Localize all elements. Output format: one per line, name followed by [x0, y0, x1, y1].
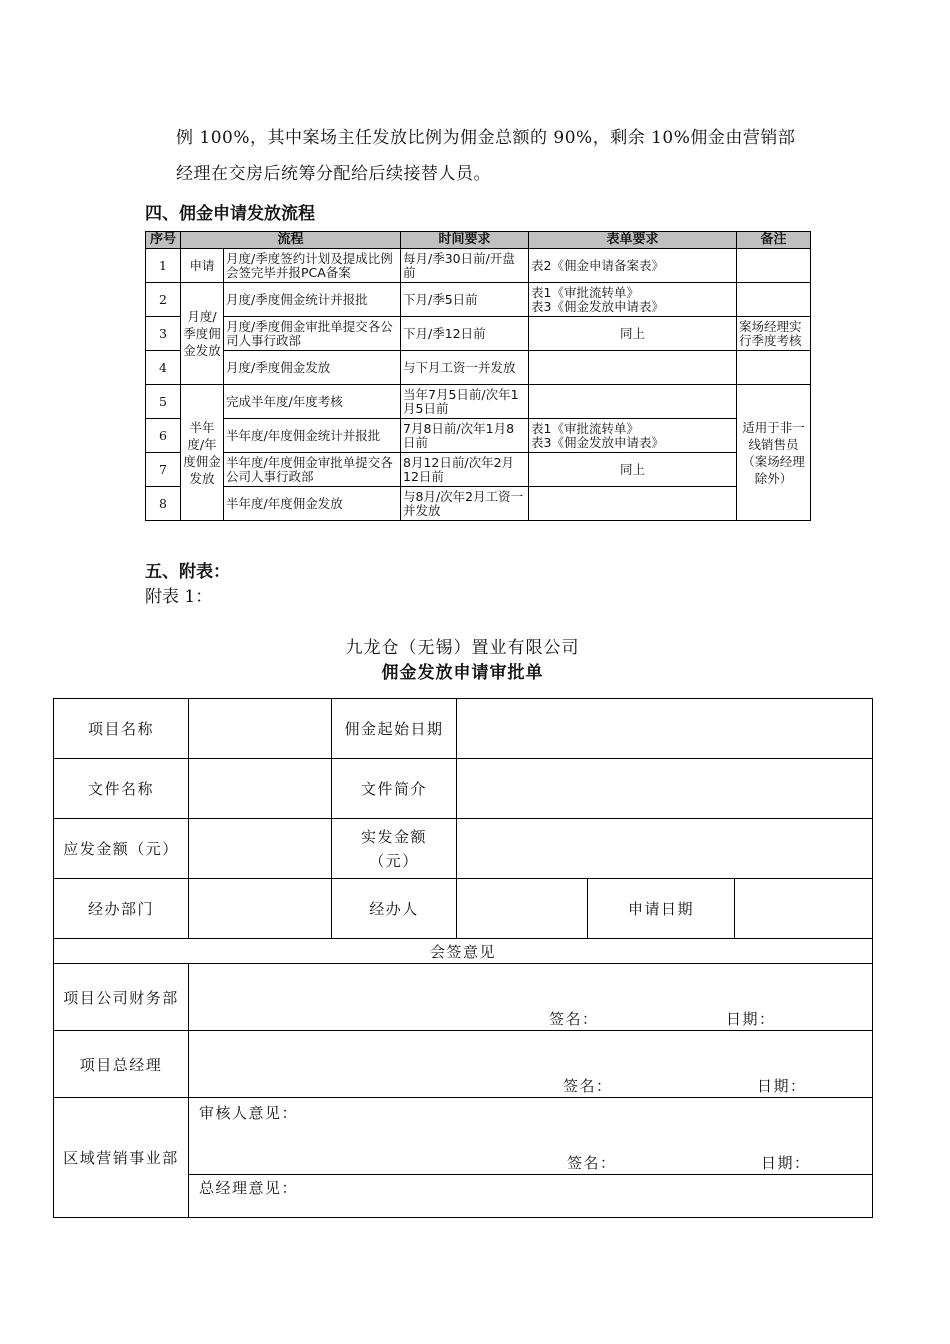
table-row: [146, 283, 811, 317]
remark-half-year: 适用于非一线销售员（案场经理除外）: [737, 385, 811, 521]
row-step: 月度/季度佣金审批单提交各公司人事行政部: [224, 317, 401, 351]
form-row: [54, 819, 873, 879]
table-row: [146, 351, 811, 385]
row-remark: [737, 249, 811, 283]
apply-date-label: 申请日期: [588, 879, 735, 939]
gm-opinion-field[interactable]: [189, 1031, 873, 1098]
reviewer-label: 审核人意见：: [199, 1104, 299, 1122]
row-remark: 案场经理实行季度考核: [737, 317, 811, 351]
table-row: [146, 453, 811, 487]
gm-opinion-area: [189, 1031, 872, 1097]
form-row: [54, 1031, 873, 1098]
reviewer-opinion-area: [189, 1098, 872, 1174]
row-step: 月度/季度签约计划及提成比例会签完毕并报PCA备案: [224, 249, 401, 283]
finance-opinion-field[interactable]: [189, 964, 873, 1031]
region-date-label: 日期：: [761, 1154, 811, 1172]
intro-line-1: 例 100%，其中案场主任发放比例为佣金总额的 90%，剩余 10%佣金由营销部: [176, 128, 796, 148]
header-form: 表单要求: [529, 232, 737, 249]
row-time: 与下月工资一并发放: [401, 351, 529, 385]
finance-label: 项目公司财务部: [54, 964, 189, 1031]
dept-label: 经办部门: [54, 879, 189, 939]
row-step: 月度/季度佣金统计并报批: [224, 283, 401, 317]
row-time: 下月/季12日前: [401, 317, 529, 351]
row-seq: 2: [146, 283, 181, 317]
row-form: 同上: [529, 453, 737, 487]
table-row: [146, 419, 811, 453]
row-form: 同上: [529, 317, 737, 351]
row-seq: 5: [146, 385, 181, 419]
row-remark: [737, 283, 811, 317]
row-time: 下月/季5日前: [401, 283, 529, 317]
commission-flow-table: [145, 231, 811, 521]
row-step: 半年度/年度佣金审批单提交各公司人事行政部: [224, 453, 401, 487]
actual-amount-field[interactable]: [457, 819, 873, 879]
project-name-field[interactable]: [189, 699, 332, 759]
row-seq: 7: [146, 453, 181, 487]
row-seq: 4: [146, 351, 181, 385]
region-label: 区域营销事业部: [54, 1098, 189, 1218]
table-row: [146, 487, 811, 521]
gm-label: 项目总经理: [54, 1031, 189, 1098]
finance-opinion-area: [189, 964, 872, 1030]
general-manager-opinion-field[interactable]: [189, 1175, 873, 1218]
section-5-title: 五、附表：: [145, 562, 230, 582]
file-name-field[interactable]: [189, 759, 332, 819]
finance-date-label: 日期：: [726, 1010, 776, 1028]
gm-date-label: 日期：: [757, 1077, 807, 1095]
gm-sign-label: 签名：: [563, 1077, 613, 1095]
row-seq: 8: [146, 487, 181, 521]
row-time: 8月12日前/次年2月12日前: [401, 453, 529, 487]
header-seq: 序号: [146, 232, 181, 249]
attachment-label: 附表 1：: [145, 587, 213, 607]
file-name-label: 文件名称: [54, 759, 189, 819]
row-seq: 3: [146, 317, 181, 351]
intro-line-2: 经理在交房后统筹分配给后续接替人员。: [176, 164, 491, 184]
row-seq: 6: [146, 419, 181, 453]
row-time: 7月8日前/次年1月8日前: [401, 419, 529, 453]
handler-label: 经办人: [332, 879, 457, 939]
due-amount-field[interactable]: [189, 819, 332, 879]
row-step: 月度/季度佣金发放: [224, 351, 401, 385]
start-date-field[interactable]: [457, 699, 873, 759]
row-step: 半年度/年度佣金统计并报批: [224, 419, 401, 453]
project-name-label: 项目名称: [54, 699, 189, 759]
form-row: [54, 699, 873, 759]
general-manager-opinion-area: [189, 1175, 872, 1217]
row-remark: [737, 351, 811, 385]
section-4-title: 四、佣金申请发放流程: [145, 204, 315, 224]
group-apply: 申请: [181, 249, 224, 283]
form-row: [54, 964, 873, 1031]
header-process: 流程: [181, 232, 401, 249]
row-step: 半年度/年度佣金发放: [224, 487, 401, 521]
group-half-year: 半年度/年度佣金发放: [181, 385, 224, 521]
company-name: 九龙仓（无锡）置业有限公司: [345, 638, 580, 658]
finance-sign-label: 签名：: [549, 1010, 599, 1028]
general-manager-label: 总经理意见：: [199, 1179, 299, 1197]
region-sign-label: 签名：: [567, 1154, 617, 1172]
dept-field[interactable]: [189, 879, 332, 939]
approval-form: [53, 698, 873, 1218]
form-row: [54, 759, 873, 819]
handler-field[interactable]: [457, 879, 588, 939]
header-time: 时间要求: [401, 232, 529, 249]
row-form: 表2《佣金申请备案表》: [529, 249, 737, 283]
file-brief-field[interactable]: [457, 759, 873, 819]
group-monthly: 月度/季度佣金发放: [181, 283, 224, 385]
flow-header-row: [146, 232, 811, 249]
row-time: 与8月/次年2月工资一并发放: [401, 487, 529, 521]
form-title: 佣金发放申请审批单: [381, 663, 544, 683]
file-brief-label: 文件简介: [332, 759, 457, 819]
row-time: 每月/季30日前/开盘前: [401, 249, 529, 283]
actual-amount-label: 实发金额（元）: [332, 819, 457, 879]
reviewer-opinion-field[interactable]: [189, 1098, 873, 1175]
row-step: 完成半年度/年度考核: [224, 385, 401, 419]
row-form: 表1《审批流转单》 表3《佣金发放申请表》: [529, 419, 737, 453]
table-row: [146, 385, 811, 419]
row-form: 表1《审批流转单》 表3《佣金发放申请表》: [529, 283, 737, 317]
apply-date-field[interactable]: [735, 879, 873, 939]
row-form: [529, 385, 737, 419]
table-row: [146, 249, 811, 283]
form-row: [54, 1098, 873, 1175]
countersign-header: 会签意见: [54, 939, 873, 964]
start-date-label: 佣金起始日期: [332, 699, 457, 759]
row-seq: 1: [146, 249, 181, 283]
row-form: [529, 487, 737, 521]
row-time: 当年7月5日前/次年1月5日前: [401, 385, 529, 419]
table-row: [146, 317, 811, 351]
form-row: [54, 879, 873, 939]
header-remark: 备注: [737, 232, 811, 249]
due-amount-label: 应发金额（元）: [54, 819, 189, 879]
form-row: [54, 939, 873, 964]
row-form: [529, 351, 737, 385]
